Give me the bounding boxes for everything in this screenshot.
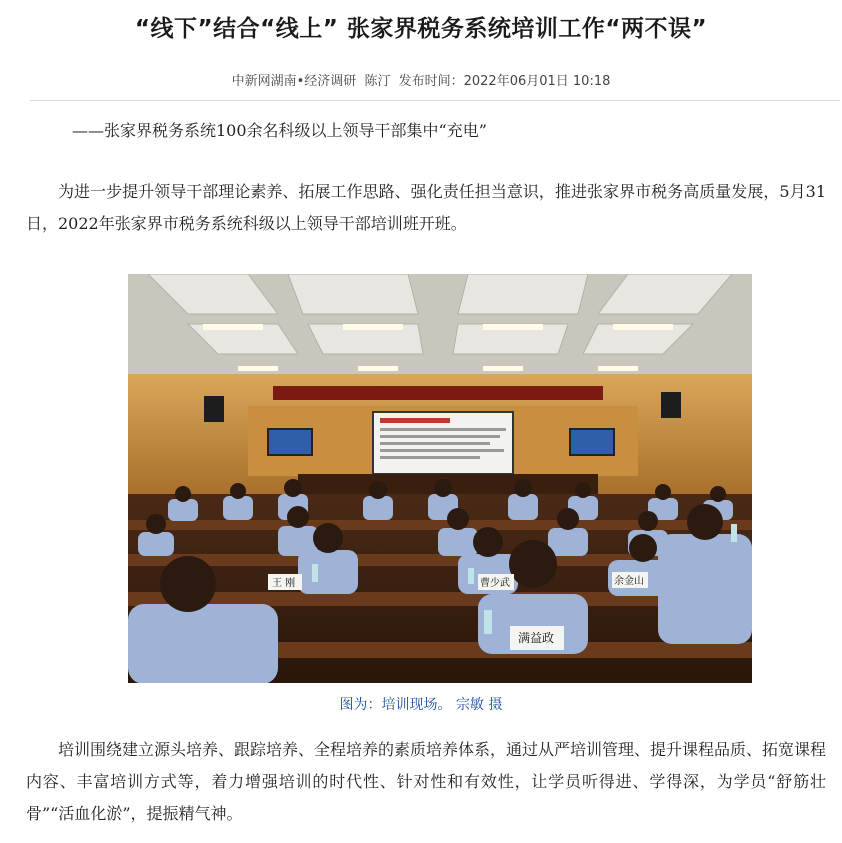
header-divider — [30, 100, 840, 101]
meta-published-time: 2022年06月01日 10:18 — [463, 74, 611, 89]
name-card-3: 余金山 — [614, 576, 644, 587]
article-title: “线下”结合“线上” 张家界税务系统培训工作“两不误” — [134, 16, 708, 42]
name-card-4: 满益政 — [518, 631, 555, 645]
article-photo[interactable] — [128, 274, 752, 683]
article-meta — [0, 70, 842, 89]
meta-source[interactable]: 中新网湖南•经济调研 — [231, 74, 357, 89]
meeting-room-illustration — [128, 274, 752, 683]
meta-author: 陈汀 — [364, 74, 391, 89]
photo-caption: 图为：培训现场。 宗敏 摄 — [339, 697, 503, 713]
article-subtitle: ——张家界税务系统100余名科级以上领导干部集中“充电” — [72, 121, 487, 140]
name-card-1: 王 刚 — [272, 578, 296, 589]
meta-published-label: 发布时间： — [398, 74, 464, 89]
article-paragraph-2: 培训围绕建立源头培养、跟踪培养、全程培养的素质培养体系，通过从严培训管理、提升课程品质、拓宽课程内容、丰富培训方式等，着力增强培训的时代性、针对性和有效性，让学员听得进、学得深，为学员“舒筋壮骨”“活血化淤”，提振精气神。 — [26, 740, 827, 823]
name-card-2: 曹少武 — [480, 578, 510, 589]
article-paragraph-1: 为进一步提升领导干部理论素养、拓展工作思路、强化责任担当意识，推进张家界市税务高质量发展，5月31日，2022年张家界市税务系统科级以上领导干部培训班开班。 — [26, 182, 826, 233]
